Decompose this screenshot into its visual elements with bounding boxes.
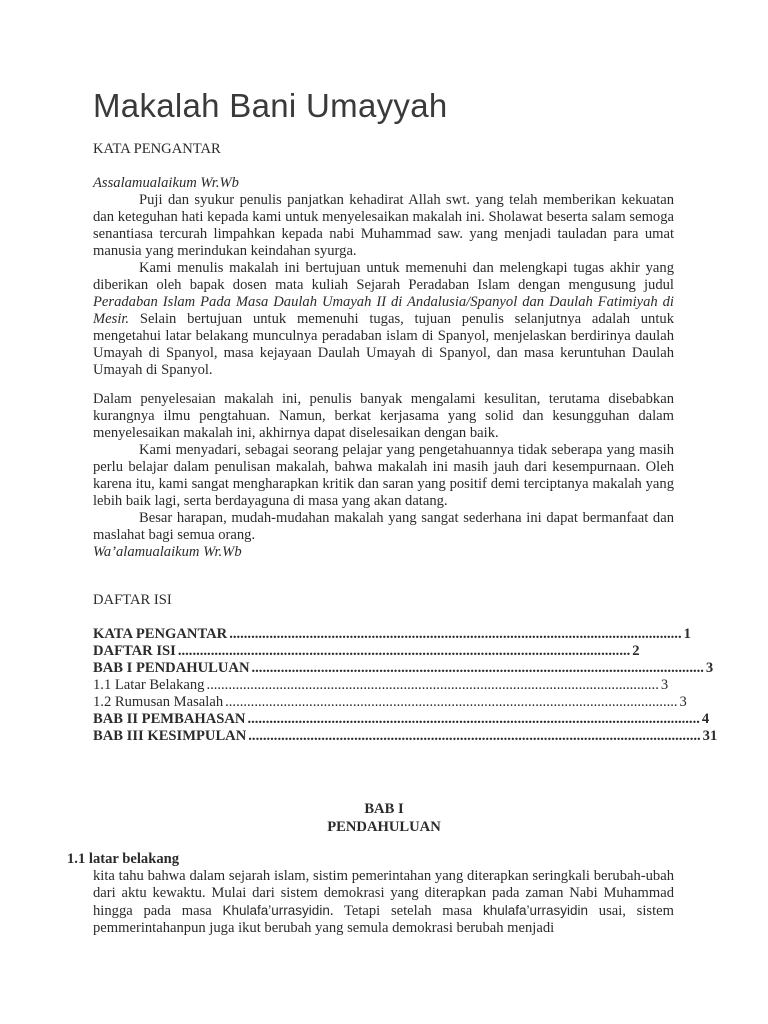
bab-paragraph-1 xyxy=(93,868,674,937)
toc-entry xyxy=(93,643,640,660)
toc-page: 31 xyxy=(702,728,718,744)
section-title: 1.1 latar belakang xyxy=(67,851,180,867)
toc-entry xyxy=(93,728,718,745)
bab-subheading: PENDAHULUAN xyxy=(327,819,441,835)
toc-page: 3 xyxy=(705,660,714,676)
toc-label: KATA PENGANTAR xyxy=(93,626,228,642)
toc-page: 4 xyxy=(701,711,710,727)
kata-pengantar-paragraph-5: Besar harapan, mudah-mudahan makalah yang sangat sederhana ini dapat bermanfaat dan maslahat bagi semua orang. xyxy=(93,510,674,543)
toc-leader: ............................................................................................................................ xyxy=(177,643,631,659)
toc-leader: ............................................................................................................................ xyxy=(229,626,682,642)
bab-text-b: . Tetapi setelah masa xyxy=(329,903,483,919)
kata-pengantar-paragraph-4: Kami menyadari, sebagai seorang pelajar yang pengetahuannya tidak seberapa yang masih perlu belajar dalam penulisan makalah, bahwa makalah ini masih jauh dari kesempurnaan. Oleh karena itu, kami sangat mengharapkan kritik dan saran yang positif demi terciptanya makalah yang lebih baik lagi, serta berdayaguna di masa yang akan datang. xyxy=(93,442,674,509)
toc-page: 3 xyxy=(679,694,687,710)
toc-label: BAB III KESIMPULAN xyxy=(93,728,247,744)
toc-entry xyxy=(93,660,714,677)
kata-pengantar-paragraph-3: Dalam penyelesaian makalah ini, penulis banyak mengalami kesulitan, terutama disebabkan kurangnya ilmu pengtahuan. Namun, berkat kerjasama yang solid dan kesungguhan dalam menyelesaikan makalah ini, akhirnya dapat diselesaikan dengan baik. xyxy=(93,391,674,441)
toc-entry xyxy=(93,626,691,643)
paragraph-2-text-b: Selain bertujuan untuk memenuhi tugas, tujuan penulis selanjutnya adalah untuk mengetahui latar belakang munculnya peradaban islam di Spanyol, menjelaskan berdirinya daulah Umayah di Spanyol, masa kejayaan Daulah Umayah di Spanyol, dan masa keruntuhan Daulah Umayah di Spanyol. xyxy=(93,311,674,378)
kata-pengantar-paragraph-2 xyxy=(93,260,674,379)
toc-label: BAB I PENDAHULUAN xyxy=(93,660,250,676)
daftar-isi-heading: DAFTAR ISI xyxy=(93,592,172,608)
paragraph-2-title-italic: Peradaban Islam Pada Masa Daulah Umayah II di Andalusia/Spanyol dan Daulah Fatimiyah di Mesir. xyxy=(93,294,674,327)
toc-leader: ............................................................................................................................ xyxy=(248,728,701,744)
document-title: Makalah Bani Umayyah xyxy=(93,87,448,124)
toc-label: BAB II PEMBAHASAN xyxy=(93,711,246,727)
kata-pengantar-heading: KATA PENGANTAR xyxy=(93,141,221,157)
bab-text-c: usai, sistem pemmerintahanpun juga ikut berubah yang semula demokrasi berubah menjadi xyxy=(93,903,674,936)
salam-closing: Wa’alamualaikum Wr.Wb xyxy=(93,544,242,560)
kata-pengantar-paragraph-1: Puji dan syukur penulis panjatkan kehadirat Allah swt. yang telah memberikan kekuatan dan keteguhan hati kepada kami untuk menyelesaikan makalah ini. Sholawat beserta salam semoga senantiasa tercurah limpahkan kepada nabi Muhammad saw. yang menjadi tauladan para umat manusia yang merindukan keindahan syurga. xyxy=(93,192,674,259)
toc-page: 3 xyxy=(660,677,669,693)
salam-opening: Assalamualaikum Wr.Wb xyxy=(93,175,239,191)
toc-label: 1.1 Latar Belakang xyxy=(93,677,205,693)
toc-page: 2 xyxy=(632,643,640,659)
toc-label: 1.2 Rumusan Masalah xyxy=(93,694,224,710)
paragraph-2-text-a: Kami menulis makalah ini bertujuan untuk memenuhi dan melengkapi tugas akhir yang diberikan oleh bapak dosen mata kuliah Sejarah Peradaban Islam dengan mengusung judul xyxy=(93,260,674,293)
toc-leader: ............................................................................................................................ xyxy=(225,694,678,710)
toc-leader: ............................................................................................................................ xyxy=(247,711,700,727)
bab-heading: BAB I xyxy=(364,801,404,817)
toc-entry xyxy=(93,677,669,694)
toc-entry xyxy=(93,694,687,711)
toc-label: DAFTAR ISI xyxy=(93,643,176,659)
khulafa-term-1: Khulafa’urrasyidin xyxy=(222,903,330,918)
toc-entry xyxy=(93,711,710,728)
khulafa-term-2: khulafa’urrasyidin xyxy=(482,903,589,918)
toc-leader: ............................................................................................................................ xyxy=(251,660,704,676)
toc-page: 1 xyxy=(683,626,691,642)
table-of-contents xyxy=(93,626,718,745)
toc-leader: ............................................................................................................................ xyxy=(206,677,659,693)
bab-text-a: kita tahu bahwa dalam sejarah islam, sistim pemerintahan yang diterapkan seringkali berubah-ubah dari aktu kewaktu. Mulai dari sistem demokrasi yang diterapkan pada zaman Nabi Muhammad hingga pada masa xyxy=(93,868,674,919)
